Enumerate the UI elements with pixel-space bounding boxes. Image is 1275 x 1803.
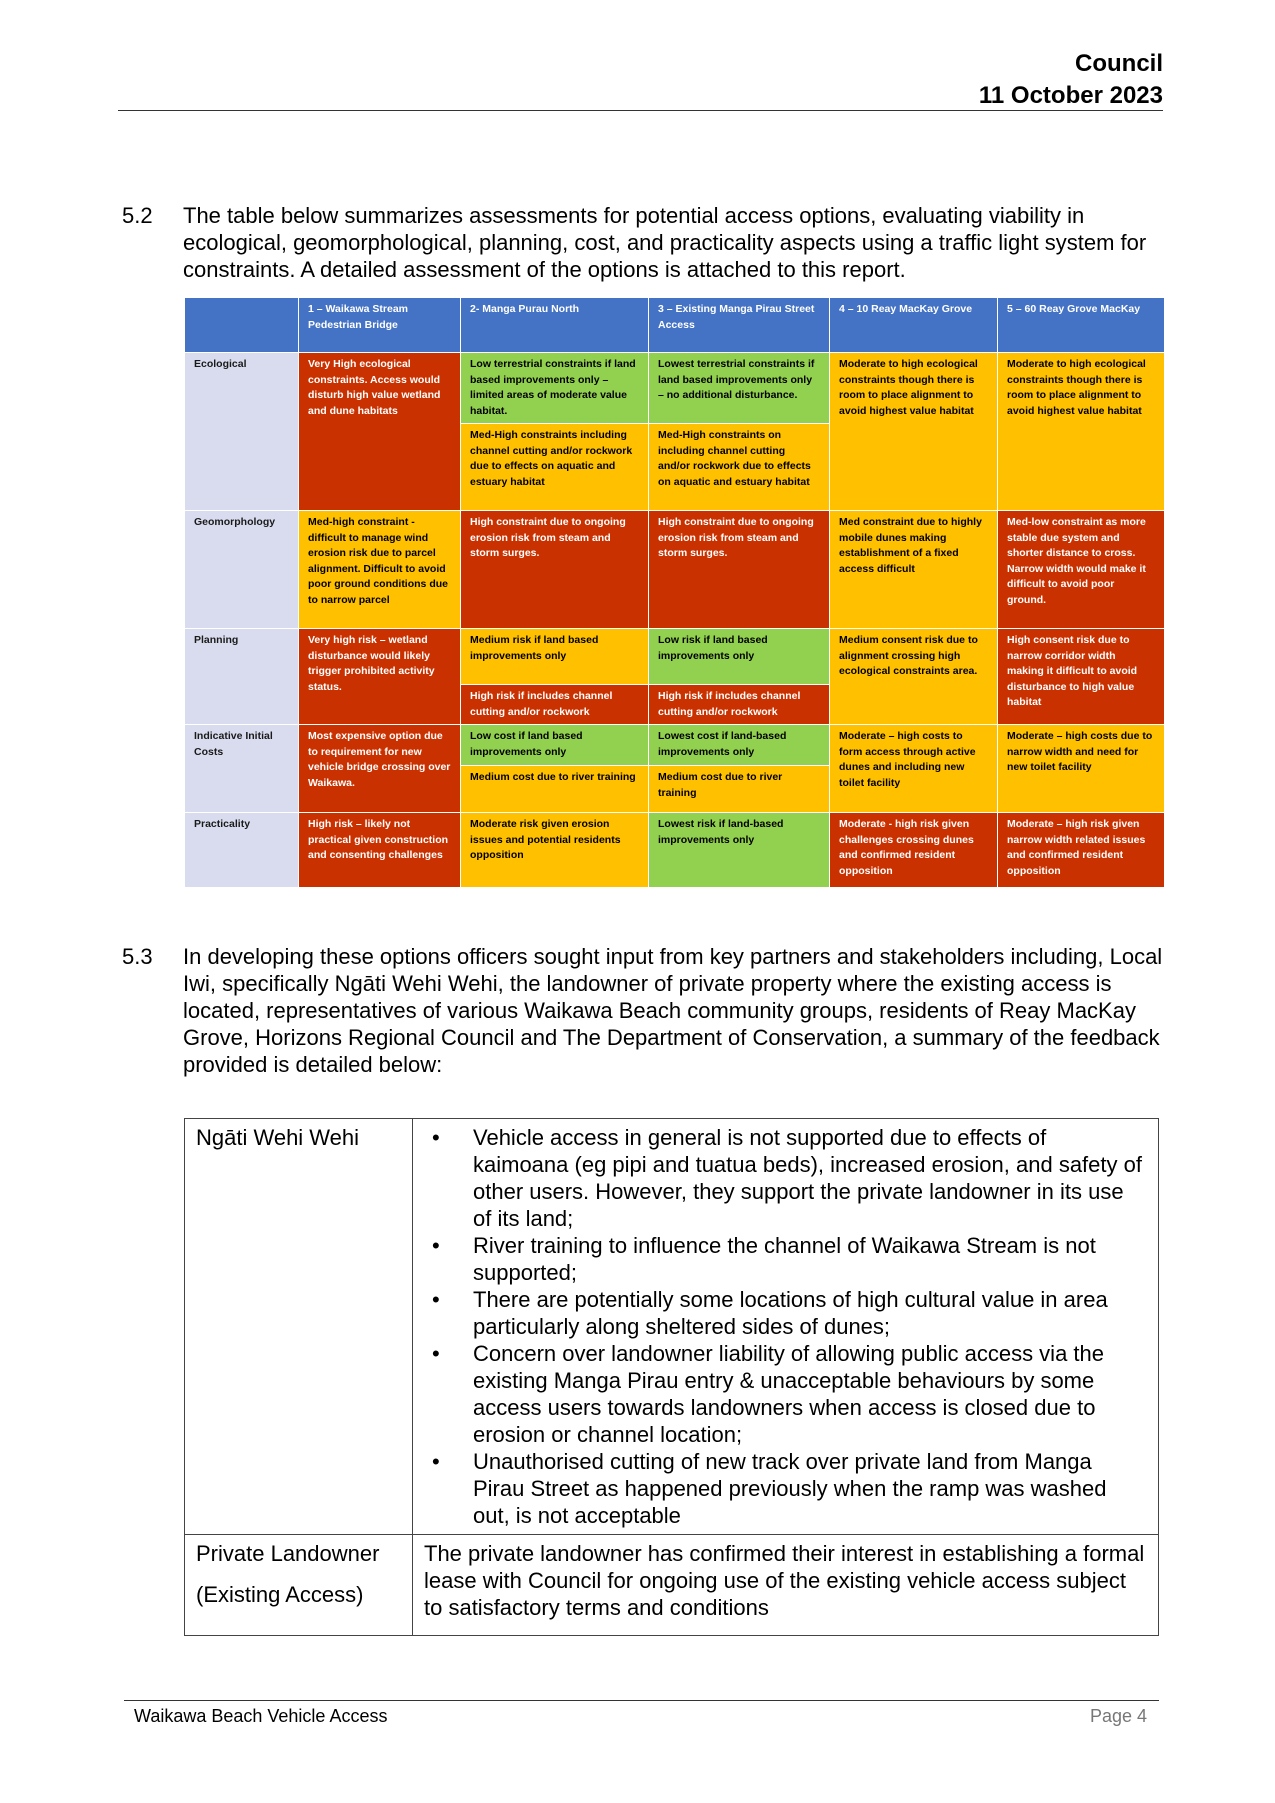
cell-ecological-5: Moderate to high ecological constraints though there is room to place alignment to avoid highest value habitat xyxy=(998,353,1165,511)
row-header-practicality: Practicality xyxy=(185,813,299,888)
cell-planning-2a: Medium risk if land based improvements only xyxy=(461,629,649,685)
cell-geomorphology-4: Med constraint due to highly mobile dunes making establishment of a fixed access difficult xyxy=(830,511,998,629)
table-row xyxy=(185,629,1165,685)
cell-planning-2b: High risk if includes channel cutting and/or rockwork xyxy=(461,685,649,725)
row-header-planning: Planning xyxy=(185,629,299,725)
cell-planning-3b: High risk if includes channel cutting and/or rockwork xyxy=(649,685,830,725)
col-header-2: 2- Manga Purau North xyxy=(461,298,649,353)
cell-practicality-3: Lowest risk if land-based improvements only xyxy=(649,813,830,888)
header-corner xyxy=(185,298,299,353)
list-item: • There are potentially some locations of high cultural value in area particularly along sheltered sides of dunes; xyxy=(462,1286,1147,1340)
table-row xyxy=(185,353,1165,424)
stakeholder-private-landowner xyxy=(185,1535,413,1636)
table-row xyxy=(185,725,1165,766)
table-row xyxy=(185,1119,1159,1535)
page-number: Page 4 xyxy=(1089,1706,1147,1726)
col-header-4: 4 – 10 Reay MacKay Grove xyxy=(830,298,998,353)
paragraph-number: 5.2 xyxy=(122,203,153,228)
cell-costs-5: Moderate – high costs due to narrow width and need for new toilet facility xyxy=(998,725,1165,813)
list-item: • River training to influence the channel of Waikawa Stream is not supported; xyxy=(462,1232,1147,1286)
cell-geomorphology-5: Med-low constraint as more stable due system and shorter distance to cross. Narrow width would make it difficult to avoid poor ground. xyxy=(998,511,1165,629)
cell-practicality-2: Moderate risk given erosion issues and potential residents opposition xyxy=(461,813,649,888)
cell-geomorphology-1: Med-high constraint - difficult to manage wind erosion risk due to parcel alignment. Difficult to avoid poor ground conditions due to narrow parcel xyxy=(299,511,461,629)
feedback-list xyxy=(424,1124,1147,1529)
cell-ecological-1: Very High ecological constraints. Access would disturb high value wetland and dune habitats xyxy=(299,353,461,511)
cell-practicality-4: Moderate - high risk given challenges crossing dunes and confirmed resident opposition xyxy=(830,813,998,888)
feedback-table xyxy=(184,1118,1159,1636)
table-row xyxy=(185,1535,1159,1636)
paragraph-number: 5.3 xyxy=(122,944,153,969)
row-header-costs: Indicative Initial Costs xyxy=(185,725,299,813)
stakeholder-name: Private Landowner xyxy=(196,1541,380,1566)
cell-geomorphology-3: High constraint due to ongoing erosion risk from steam and storm surges. xyxy=(649,511,830,629)
paragraph-text: In developing these options officers sought input from key partners and stakeholders including, Local Iwi, specifically Ngāti Wehi Wehi, the landowner of private property where the existing access is located, representatives of various Waikawa Beach community groups, residents of Reay MacKay Grove, Horizons Regional Council and The Department of Conservation, a summary of the feedback provided is detailed below: xyxy=(183,944,1163,1077)
cell-ecological-3b: Med-High constraints on including channel cutting and/or rockwork due to effects on aquatic and estuary habitat xyxy=(649,424,830,511)
page-header xyxy=(979,48,1163,112)
col-header-5: 5 – 60 Reay Grove MacKay xyxy=(998,298,1165,353)
cell-ecological-4: Moderate to high ecological constraints though there is room to place alignment to avoid highest value habitat xyxy=(830,353,998,511)
table-row xyxy=(185,813,1165,888)
cell-planning-1: Very high risk – wetland disturbance would likely trigger prohibited activity status. xyxy=(299,629,461,725)
cell-geomorphology-2: High constraint due to ongoing erosion risk from steam and storm surges. xyxy=(461,511,649,629)
table-row xyxy=(185,511,1165,629)
col-header-1: 1 – Waikawa Stream Pedestrian Bridge xyxy=(299,298,461,353)
header-council: Council xyxy=(1075,50,1163,77)
cell-costs-2a: Low cost if land based improvements only xyxy=(461,725,649,766)
cell-ecological-2a: Low terrestrial constraints if land based improvements only – limited areas of moderate value habitat. xyxy=(461,353,649,424)
row-header-geomorphology: Geomorphology xyxy=(185,511,299,629)
cell-planning-4: Medium consent risk due to alignment crossing high ecological constraints area. xyxy=(830,629,998,725)
footer-title: Waikawa Beach Vehicle Access xyxy=(134,1706,388,1726)
cell-costs-4: Moderate – high costs to form access through active dunes and including new toilet facility xyxy=(830,725,998,813)
header-divider xyxy=(118,110,1163,111)
cell-planning-3a: Low risk if land based improvements only xyxy=(649,629,830,685)
header-date: 11 October 2023 xyxy=(978,82,1163,109)
paragraph-text: The table below summarizes assessments for potential access options, evaluating viability in ecological, geomorphological, planning, cost, and practicality aspects using a traffic light system for constraints. A detailed assessment of the options is attached to this report. xyxy=(183,203,1147,282)
row-header-ecological: Ecological xyxy=(185,353,299,511)
cell-practicality-1: High risk – likely not practical given construction and consenting challenges xyxy=(299,813,461,888)
feedback-private-landowner: The private landowner has confirmed their interest in establishing a formal lease with Council for ongoing use of the existing vehicle access subject to satisfactory terms and conditions xyxy=(413,1535,1159,1636)
cell-ecological-3a: Lowest terrestrial constraints if land based improvements only – no additional disturbance. xyxy=(649,353,830,424)
cell-ecological-2b: Med-High constraints including channel cutting and/or rockwork due to effects on aquatic and estuary habitat xyxy=(461,424,649,511)
stakeholder-qualifier: (Existing Access) xyxy=(196,1582,364,1607)
footer-divider xyxy=(124,1700,1159,1701)
cell-practicality-5: Moderate – high risk given narrow width related issues and confirmed resident opposition xyxy=(998,813,1165,888)
cell-costs-3a: Lowest cost if land-based improvements only xyxy=(649,725,830,766)
traffic-light-table xyxy=(184,297,1165,888)
table-header-row xyxy=(185,298,1165,353)
col-header-3: 3 – Existing Manga Pirau Street Access xyxy=(649,298,830,353)
list-item: • Unauthorised cutting of new track over private land from Manga Pirau Street as happened previously when the ramp was washed out, is not acceptable xyxy=(462,1448,1147,1529)
feedback-ngati-wehi-wehi xyxy=(413,1119,1159,1535)
list-item: • Vehicle access in general is not supported due to effects of kaimoana (eg pipi and tuatua beds), increased erosion, and safety of other users. However, they support the private landowner in its use of its land; xyxy=(462,1124,1147,1232)
cell-costs-3b: Medium cost due to river training xyxy=(649,766,830,813)
stakeholder-ngati-wehi-wehi: Ngāti Wehi Wehi xyxy=(185,1119,413,1535)
list-item: • Concern over landowner liability of allowing public access via the existing Manga Pirau entry & unacceptable behaviours by some access users towards landowners when access is closed due to erosion or channel location; xyxy=(462,1340,1147,1448)
cell-planning-5: High consent risk due to narrow corridor width making it difficult to avoid disturbance to high value habitat xyxy=(998,629,1165,725)
cell-costs-2b: Medium cost due to river training xyxy=(461,766,649,813)
cell-costs-1: Most expensive option due to requirement for new vehicle bridge crossing over Waikawa. xyxy=(299,725,461,813)
